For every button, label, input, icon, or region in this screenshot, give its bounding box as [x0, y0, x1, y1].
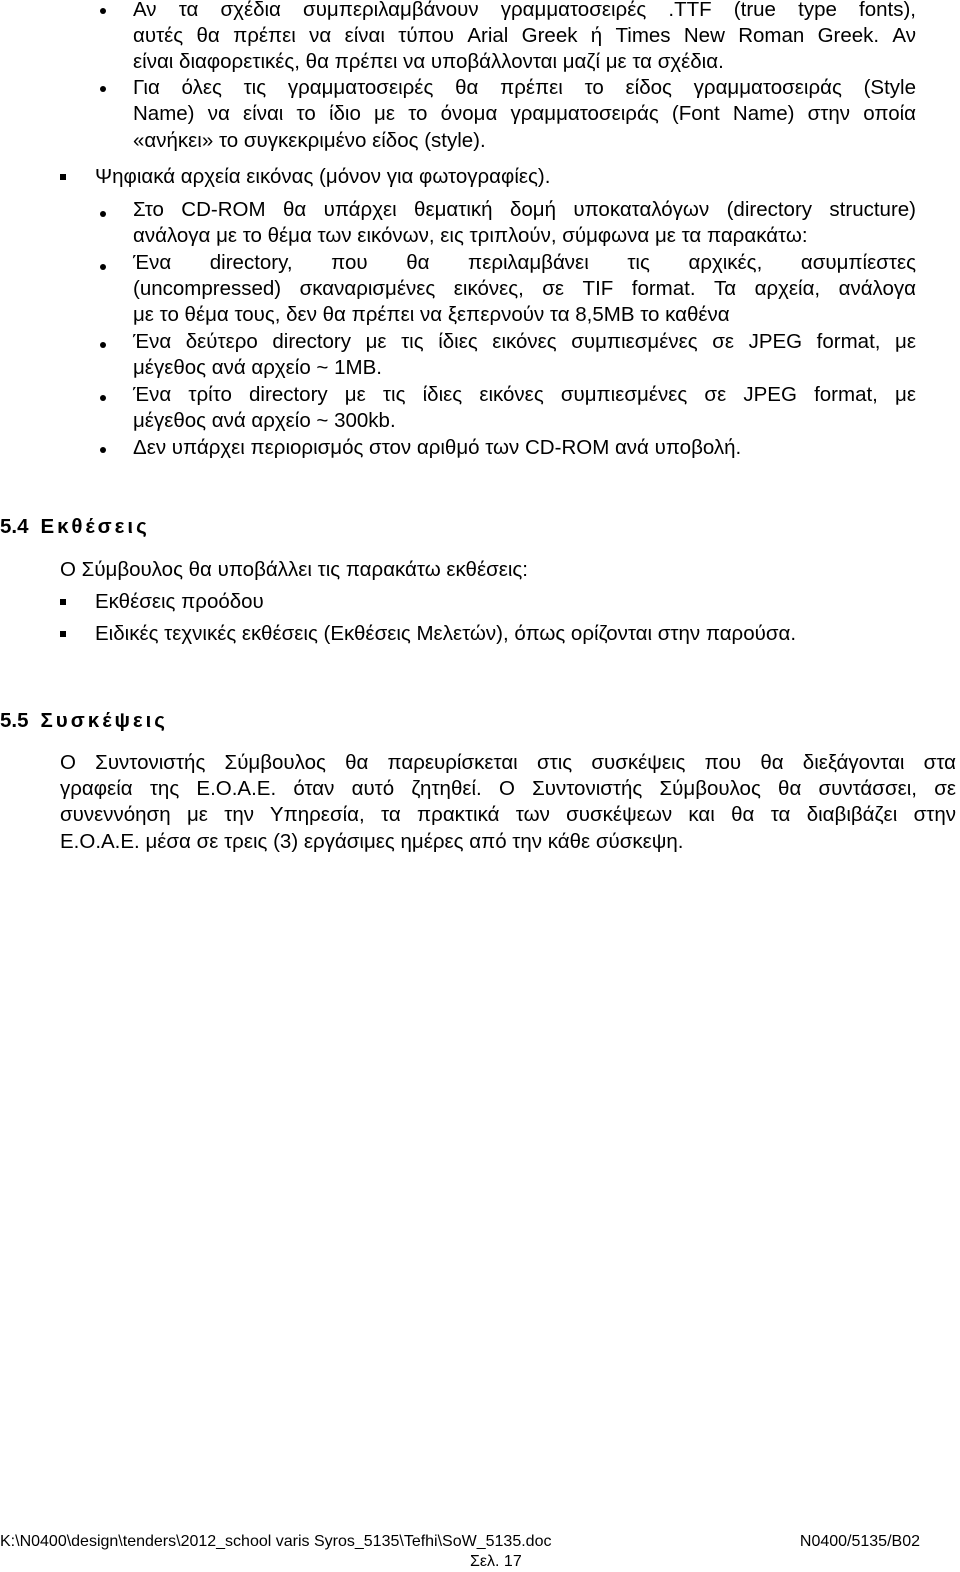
- section-number: 5.4: [0, 515, 29, 538]
- bullet-icon: [100, 8, 106, 14]
- footer-file-path: K:\N0400\design\tenders\2012_school varis Syros_5135\Tefhi\SoW_5135.doc: [0, 1533, 552, 1550]
- bullet-icon: [100, 264, 106, 270]
- paragraph-line: Ο Σύμβουλος θα υποβάλλει τις παρακάτω εκθέσεις:: [60, 558, 529, 581]
- section-heading-5-5: [0, 708, 168, 734]
- paragraph-line: Ε.Ο.Α.Ε. μέσα σε τρεις (3) εργάσιμες ημέρες από την κάθε σύσκεψη.: [60, 830, 684, 853]
- list-item-line: Αν τα σχέδια συμπεριλαμβάνουν γραμματοσειρές .TTF (true type fonts),: [133, 0, 916, 21]
- list-item-line: μέγεθος ανά αρχείο ~ 1MB.: [133, 356, 382, 379]
- list-item-line: μέγεθος ανά αρχείο ~ 300kb.: [133, 409, 396, 432]
- list-item-line: Ένα directory, που θα περιλαμβάνει τις αρχικές, ασυμπίεστες: [133, 251, 916, 274]
- list-item-line: (uncompressed) σκαναρισμένες εικόνες, σε TIF format. Τα αρχεία, ανάλογα: [133, 277, 916, 300]
- list-item-line: Ειδικές τεχνικές εκθέσεις (Εκθέσεις Μελετών), όπως ορίζονται στην παρούσα.: [95, 622, 797, 645]
- paragraph-line: συνεννόηση με την Υπηρεσία, τα πρακτικά των συσκέψεων και θα τα διαβιβάζει στην: [60, 803, 956, 826]
- section-heading-5-4: [0, 514, 150, 540]
- list-item-line: Για όλες τις γραμματοσειρές θα πρέπει το είδος γραμματοσειράς (Style: [133, 76, 916, 99]
- list-item-line: «ανήκει» το συγκεκριμένο είδος (style).: [133, 129, 486, 152]
- square-bullet-icon: [60, 174, 66, 180]
- list-item-line: με το θέμα τους, δεν θα πρέπει να ξεπερνούν τα 8,5MB το καθένα: [133, 303, 730, 326]
- list-item-line: Εκθέσεις προόδου: [95, 590, 264, 613]
- list-item-line: ανάλογα με το θέμα των εικόνων, εις τριπλούν, σύμφωνα με τα παρακάτω:: [133, 224, 808, 247]
- bullet-icon: [100, 211, 106, 217]
- section-title: Εκθέσεις: [40, 515, 150, 538]
- section-number: 5.5: [0, 709, 29, 732]
- list-item-line: είναι διαφορετικές, θα πρέπει να υποβάλλονται μαζί με τα σχέδια.: [133, 50, 724, 73]
- list-item-line: Name) να είναι το ίδιο με το όνομα γραμματοσειράς (Font Name) στην οποία: [133, 102, 916, 125]
- section-title: Συσκέψεις: [40, 709, 168, 732]
- list-item-line: Ένα δεύτερο directory με τις ίδιες εικόνες συμπιεσμένες σε JPEG format, με: [133, 330, 916, 353]
- paragraph-line: Ο Συντονιστής Σύμβουλος θα παρευρίσκεται στις συσκέψεις που θα διεξάγονται στα: [60, 751, 956, 774]
- paragraph-line: γραφεία της Ε.Ο.Α.Ε. όταν αυτό ζητηθεί. Ο Συντονιστής Σύμβουλος θα συντάσσει, σε: [60, 777, 956, 800]
- bullet-icon: [100, 395, 106, 401]
- list-item-line: αυτές θα πρέπει να είναι τύπου Arial Greek ή Times New Roman Greek. Αν: [133, 24, 916, 47]
- bullet-icon: [100, 342, 106, 348]
- square-bullet-icon: [60, 599, 66, 605]
- list-item-line: Στο CD-ROM θα υπάρχει θεματική δομή υποκαταλόγων (directory structure): [133, 198, 916, 221]
- list-item-line: Ένα τρίτο directory με τις ίδιες εικόνες συμπιεσμένες σε JPEG format, με: [133, 383, 916, 406]
- footer-page-number: Σελ. 17: [470, 1553, 522, 1570]
- bullet-icon: [100, 447, 106, 453]
- footer-document-code: N0400/5135/B02: [799, 1533, 920, 1550]
- list-item-line: Δεν υπάρχει περιορισμός στον αριθμό των CD-ROM ανά υποβολή.: [133, 436, 742, 459]
- list-item-line: Ψηφιακά αρχεία εικόνας (μόνον για φωτογραφίες).: [95, 165, 551, 188]
- square-bullet-icon: [60, 631, 66, 637]
- bullet-icon: [100, 86, 106, 92]
